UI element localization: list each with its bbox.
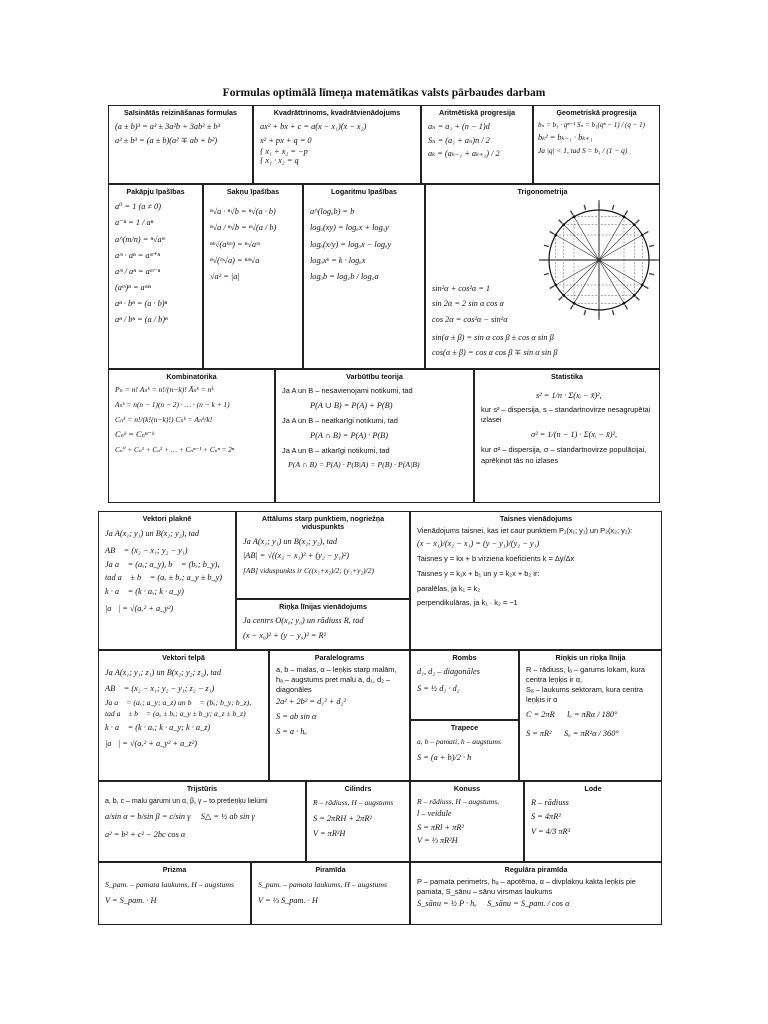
formula-lines — [520, 662, 661, 743]
angle-point — [633, 294, 636, 297]
cell-trapece — [410, 720, 519, 781]
angle-point — [554, 284, 557, 287]
formula-lines — [109, 196, 202, 328]
angle-point — [573, 215, 576, 218]
formula-line: S = a · hₐ — [276, 727, 307, 737]
formula-lines — [475, 381, 659, 466]
formula-line: Ja A un B – nesavienojami notikumi, tad — [282, 386, 413, 396]
cell-kombinatorika — [108, 369, 275, 503]
formula-line: tad a⃗ ± b⃗ = (aₓ ± bₓ; a_y ± b_y) — [105, 572, 223, 582]
formula-line: logₐ(xy) = logₐx + logₐy — [310, 223, 389, 233]
formula-lines — [411, 662, 518, 698]
angle-label-mark — [550, 286, 554, 289]
formula-line: R – rādiuss, H – augstums, — [417, 797, 500, 807]
formula-line: σ² = 1/(n − 1) · Σ(xᵢ − x̄)², — [531, 430, 618, 440]
formula-lines — [411, 732, 518, 767]
angle-point — [623, 215, 626, 218]
cell-rinkis — [519, 650, 662, 781]
formula-line: Ja A un B – atkarīgi notikumi, tad — [282, 445, 390, 455]
angle-point — [641, 234, 644, 237]
angle-label-mark — [636, 297, 640, 301]
formula-line: Ja A(x₁; y₁) un B(x₂; y₂), tad — [243, 536, 338, 546]
formula-line: P(A ∪ B) = P(A) + P(B) — [310, 401, 393, 411]
formula-line: S_pam. – pamata laukums, H – augstums — [258, 880, 388, 890]
formula-line: Ja a⃗ = (aₓ; a_y; a_z) un b⃗ = (bₓ; b_y; b_z), — [105, 697, 252, 707]
formula-lines — [307, 793, 409, 842]
angle-label-mark — [584, 205, 585, 210]
angle-label-mark — [636, 220, 640, 224]
formula-line: Sₙ = (a₁ + aₙ)n / 2 — [428, 135, 490, 145]
angle-point — [623, 302, 626, 305]
formula-line: S = ½ d₁ · d₂ — [417, 684, 460, 694]
angle-label-mark — [559, 297, 563, 301]
formula-line: C = 2πR lₐ = πRα / 180° — [526, 710, 618, 720]
formula-line: aⁿ · bⁿ = (a · b)ⁿ — [115, 299, 168, 309]
formula-line: |a⃗| = √(aₓ² + a_y² + a_z²) — [105, 738, 197, 748]
formula-line: l – veidule — [417, 809, 452, 819]
cell-pakapju — [108, 184, 203, 369]
angle-point — [573, 302, 576, 305]
formula-line: V = πR²H — [313, 829, 346, 839]
cell-heading: Trigonometrija — [517, 187, 568, 196]
cell-logaritmu — [303, 184, 425, 369]
formula-line: kur s² – dispersija, s – standartnovirze nesagrupētai izlasei — [481, 404, 651, 425]
formula-line: Ja centrs O(x₀; y₀) un rādiuss R, tad — [243, 616, 364, 626]
cell-geometriska — [533, 105, 660, 184]
formula-lines — [525, 793, 661, 840]
formula-line: V = S_pam. · H — [105, 895, 157, 905]
formula-line: Vienādojums taisnei, kas iet caur punktiem P₁(x₁; y₁) un P₂(x₂; y₂): — [417, 526, 633, 536]
formula-line: logₐ(x/y) = logₐx − logₐy — [310, 239, 392, 249]
angle-label-mark — [644, 232, 648, 235]
formula-line: ⁿ√a / ⁿ√b = ⁿ√(a / b) — [210, 223, 277, 233]
cell-heading: Statistika — [551, 372, 583, 381]
formula-lines — [411, 874, 661, 911]
formula-line: S = (a + b)/2 · h — [417, 752, 472, 762]
unit-circle-diagram — [535, 196, 663, 324]
formula-line: AB⃗ = (x₂ − x₁; y₂ − y₁; z₂ − z₁) — [105, 684, 215, 694]
angle-point — [633, 223, 636, 226]
formula-line: Taisnes y = kx + b virziena koeficients k = Δy/Δx — [417, 554, 575, 564]
formula-line: tad a⃗ ± b⃗ = (aₓ ± bₓ; a_y ± b_y; a_z ± b_z) — [105, 709, 246, 719]
formula-line: s² = 1/n · Σ(xᵢ − x̄)², — [536, 391, 602, 401]
formula-line: P – pamata perimetrs, hₐ – apotēma, α – divplakņu kakta leņķis pie pamata, S_sānu – sānu virsmas laukums — [417, 877, 636, 896]
cell-trijsturis — [98, 781, 306, 862]
formula-line: 2a² + 2b² = d₁² + d₂² — [276, 697, 346, 707]
cell-heading: Saīsinātās reizināšanas formulas — [123, 108, 238, 117]
cell-heading: Trapece — [450, 723, 479, 732]
cell-heading: Piramīda — [315, 865, 346, 874]
formula-line: kur σ² – dispersija, σ – standartnovirze populācijai, aprēķinot tās no izlases — [481, 445, 647, 465]
formula-line: P(A ∩ B) = P(A) · P(B|A) = P(B) · P(A|B) — [288, 459, 420, 469]
formula-line: Pₙ = n! Aₙᵏ = n!/(n−k)! Āₙᵏ = nᵏ — [115, 385, 214, 395]
formula-lines — [99, 662, 268, 751]
cell-heading: Taisnes vienādojums — [499, 514, 573, 523]
angle-label-mark — [571, 211, 574, 215]
formula-line: Sₐ – laukums sektoram, kura centra leņķis ir α — [526, 685, 643, 705]
cell-konuss — [410, 781, 524, 862]
angle-point — [562, 294, 565, 297]
cell-piramida — [251, 862, 410, 925]
cell-vektori-plakne — [98, 511, 236, 650]
formula-line: V = 4/3 πR³ — [531, 827, 571, 837]
formula-line: R – rādiuss, H – augstums — [313, 798, 394, 808]
formula-line: Ja A(x₁; y₁) un B(x₂; y₂), tad — [105, 529, 200, 539]
formula-line: √a² = |a| — [210, 271, 240, 281]
cell-regulara-piramida — [410, 862, 662, 925]
page-title: Formulas optimālā līmeņa matemātikas valsts pārbaudes darbam — [222, 87, 546, 99]
formula-lines — [254, 117, 420, 165]
formula-line: paralēlas, ja k₁ = k₂ — [417, 583, 481, 593]
cell-heading: Regulāra piramīda — [504, 865, 568, 874]
cell-heading: Pakāpju īpašības — [126, 187, 185, 196]
formula-line: [AB] viduspunkts ir C((x₁+x₂)/2; (y₁+y₂)/2) — [243, 565, 374, 575]
formula-line: |AB| = √((x₂ − x₁)² + (y₂ − y₁)²) — [243, 550, 350, 560]
formula-line: aⁿ / bⁿ = (a / b)ⁿ — [115, 315, 168, 325]
cell-heading: Riņķa līnijas vienādojums — [279, 602, 367, 611]
formula-lines — [99, 523, 235, 617]
cell-vektori-telpa — [98, 650, 269, 781]
formula-line: a, b – pamati, h – augstums — [417, 737, 501, 747]
formula-lines — [276, 381, 473, 473]
formula-line: { x₁ + x₂ = −p — [260, 146, 308, 156]
cell-heading: Attālums starp punktiem, nogriežņa viduspunkts — [261, 514, 385, 532]
formula-line: Cₙᵏ = n!/(k!(n−k)!) Cₙᵏ = Aₙᵏ/k! — [115, 414, 213, 424]
formula-line: (x − x₀)² + (y − y₀)² = R² — [243, 631, 327, 641]
formula-line: ⁿᵏ√(aᵏᵐ) = ⁿ√aᵐ — [210, 239, 260, 249]
cell-heading: Riņķis un riņķa līnija — [555, 653, 626, 662]
cell-heading: Paralelograms — [314, 653, 365, 662]
formula-line: ⁿ√(ᵐ√a) = ⁿᵐ√a — [210, 255, 260, 265]
formula-line: x² + px + q = 0 — [260, 135, 312, 145]
formula-lines — [534, 117, 659, 156]
formula-lines — [204, 196, 302, 285]
angle-label-mark — [544, 273, 549, 274]
formula-line: Ja A(x₁; y₁; z₁) un B(x₂; y₂; z₂), tad — [105, 668, 221, 678]
formula-lines — [252, 874, 409, 909]
formula-line: a⁰ = 1 (a ≠ 0) — [115, 202, 161, 212]
formula-line: Taisnes y = k₁x + b₁ un y = k₂x + b₂ ir: — [417, 568, 540, 578]
angle-label-mark — [649, 273, 654, 274]
cell-heading: Kombinatorika — [166, 372, 217, 381]
formula-line: ⁿ√a · ⁿ√b = ⁿ√(a · b) — [210, 207, 276, 217]
formula-line: { x₁ · x₂ = q — [260, 155, 299, 165]
formula-line: |a⃗| = √(aₓ² + a_y²) — [105, 603, 174, 613]
angle-point — [641, 284, 644, 287]
formula-line: a^(m/n) = ⁿ√aᵐ — [115, 234, 166, 244]
cell-heading: Vektori plaknē — [142, 514, 192, 523]
formula-line: aₙ = a₁ + (n − 1)d — [428, 122, 490, 132]
cell-attalums — [236, 511, 410, 599]
cell-heading: Cilindrs — [344, 784, 372, 793]
formula-line: AB⃗ = (x₂ − x₁; y₂ − y₁) — [105, 545, 188, 555]
cell-heading: Logaritmu īpašības — [331, 187, 397, 196]
formula-line: bₖ² = bₖ₋₁ · bₖ₊₁ — [538, 133, 593, 143]
cell-heading: Kvadrāttrinoms, kvadrātvienādojums — [273, 108, 401, 117]
formula-lines — [109, 381, 274, 457]
formula-line: V = ⅓ πR²H — [417, 836, 458, 846]
formula-line: aᵐ · aⁿ = aᵐ⁺ⁿ — [115, 250, 160, 260]
formula-line: a/sin α = b/sin β = c/sin γ S△ = ½ ab sin γ — [105, 812, 255, 822]
formula-line: a, b – malas, α – leņķis starp malām, hₐ – augstums pret malu a, d₁, d₂ – diagonāles — [276, 665, 397, 695]
formula-lines — [411, 523, 661, 609]
formula-line: a, b, c – malu garumi un α, β, γ – to pretleņķu lielumi — [105, 798, 268, 806]
formula-line: S = 4πR² — [531, 812, 561, 822]
formula-line: aᵐ / aⁿ = aᵐ⁻ⁿ — [115, 266, 161, 276]
formula-lines — [270, 662, 409, 740]
unit-circle-group — [539, 200, 659, 320]
angle-label-mark — [612, 205, 613, 210]
cell-heading: Aritmētiskā progresija — [439, 108, 515, 117]
formula-line: Cₙ⁰ + Cₙ¹ + Cₙ² + … + Cₙⁿ⁻¹ + Cₙⁿ = 2ⁿ — [115, 446, 235, 455]
angle-label-mark — [550, 232, 554, 235]
cell-heading: Vektori telpā — [162, 653, 205, 662]
cell-saisinatas — [108, 105, 253, 184]
formula-lines — [109, 117, 252, 147]
angle-label-mark — [625, 305, 628, 309]
formula-line: S_pam. – pamata laukums, H – augstums — [105, 880, 235, 890]
formula-line: P(A ∩ B) = P(A) · P(B) — [310, 431, 389, 441]
formula-line: logₐxᵏ = k · logₐx — [310, 255, 366, 265]
formula-line: V = ⅓ S_pam. · H — [258, 895, 318, 905]
angle-label-mark — [612, 310, 613, 315]
formula-lines — [237, 532, 409, 578]
formula-line: S_sānu = ½ P · hₐ S_sānu = S_pam. / cos α — [417, 898, 570, 908]
cell-heading: Trijstūris — [186, 784, 218, 793]
formula-line: sin(α ± β) = sin α cos β ± cos α sin β — [432, 333, 554, 343]
formula-line: ax² + bx + c = a(x − x₁)(x − x₂) — [260, 122, 367, 132]
formula-line: cos 2α = cos²α − sin²α — [432, 314, 508, 324]
cell-heading: Varbūtību teorija — [346, 372, 403, 381]
formula-line: (aᵐ)ⁿ = aᵐⁿ — [115, 283, 151, 293]
cell-heading: Konuss — [453, 784, 481, 793]
cell-saknu — [203, 184, 303, 369]
formula-line: logₐb = log꜀b / log꜀a — [310, 271, 379, 281]
angle-label-mark — [571, 305, 574, 309]
angle-label-mark — [625, 211, 628, 215]
cell-heading: Rombs — [452, 653, 477, 662]
cell-lode — [524, 781, 662, 862]
formula-line: aₖ = (aₖ₋₁ + aₖ₊₁) / 2 — [428, 148, 500, 158]
cell-taisnes — [410, 511, 662, 650]
formula-line: S = 2πRH + 2πR² — [313, 813, 372, 823]
cell-rombs — [410, 650, 519, 720]
angle-point — [562, 223, 565, 226]
formula-line: k · a⃗ = (k · aₓ; k · a_y; k · a_z) — [105, 722, 211, 732]
cell-varbutibu — [275, 369, 474, 503]
formula-lines — [99, 874, 250, 909]
cell-heading: Prizma — [162, 865, 187, 874]
formula-line: R – rādiuss — [531, 798, 569, 808]
cell-heading: Lode — [584, 784, 602, 793]
cell-paralelograms — [269, 650, 410, 781]
formula-line: Cₙᵏ = Cₙⁿ⁻ᵏ — [115, 430, 155, 440]
formula-lines — [411, 793, 523, 847]
formula-line: S = ab sin α — [276, 712, 317, 722]
cell-statistika — [474, 369, 660, 503]
formula-line: a⁻ⁿ = 1 / aⁿ — [115, 218, 154, 228]
formula-line: sin 2α = 2 sin α cos α — [432, 299, 504, 309]
formula-line: d₁, d₂ – diagonāles — [417, 667, 480, 677]
formula-line: sin²α + cos²α = 1 — [432, 284, 491, 293]
formula-line: cos(α ± β) = cos α cos β ∓ sin α sin β — [432, 348, 558, 358]
formula-line: k · a⃗ = (k · aₓ; k · a_y) — [105, 587, 184, 597]
cell-aritmetiska — [421, 105, 533, 184]
formula-line: Ja |q| < 1, tad S = b₁ / (1 − q) — [538, 145, 628, 155]
cell-heading: Sakņu īpašības — [226, 187, 280, 196]
angle-label-mark — [649, 245, 654, 246]
formula-line: (a ± b)³ = a³ ± 3a²b + 3ab² ± b³ — [115, 122, 221, 132]
angle-point — [554, 234, 557, 237]
angle-label-mark — [584, 310, 585, 315]
formula-line: Aₙᵏ = n(n − 1)(n − 2) · … · (n − k + 1) — [115, 400, 230, 410]
formula-line: a² = b² + c² − 2bc cos α — [105, 830, 186, 840]
cell-prizma — [98, 862, 251, 925]
cell-rinka-vienadojums — [236, 599, 410, 650]
formula-line: Ja A un B – neatkarīgi notikumi, tad — [282, 416, 398, 426]
formula-line: perpendikulāras, ja k₁ · k₂ = −1 — [417, 597, 518, 607]
angle-label-mark — [544, 245, 549, 246]
formula-lines — [237, 611, 409, 644]
formula-line: (x − x₁)/(x₂ − x₁) = (y − y₁)/(y₂ − y₁) — [417, 539, 540, 549]
formula-line: S = πR² Sₐ = πR²α / 360° — [526, 729, 619, 739]
cell-heading: Ģeometriskā progresija — [556, 108, 637, 117]
formula-line: R – rādiuss, lₐ – garums lokam, kura centra leņķis ir α, — [526, 665, 645, 685]
formula-lines — [422, 117, 532, 160]
cell-kvadrattrinoms — [253, 105, 421, 184]
formula-lines — [304, 196, 424, 285]
cell-cilindrs — [306, 781, 410, 862]
formula-line: a³ ± b³ = (a ± b)(a² ∓ ab + b²) — [115, 135, 218, 145]
formula-line: bₙ = b₁ · qⁿ⁻¹ Sₙ = b₁(qⁿ − 1) / (q − 1) — [538, 121, 645, 130]
formula-line: S = πRl + πR² — [417, 822, 464, 832]
angle-label-mark — [644, 286, 648, 289]
formula-line: Ja a⃗ = (aₓ; a_y), b⃗ = (bₓ; b_y), — [105, 560, 220, 570]
formula-line: a^(logₐb) = b — [310, 207, 355, 217]
angle-label-mark — [559, 220, 563, 224]
formula-lines — [99, 793, 305, 843]
